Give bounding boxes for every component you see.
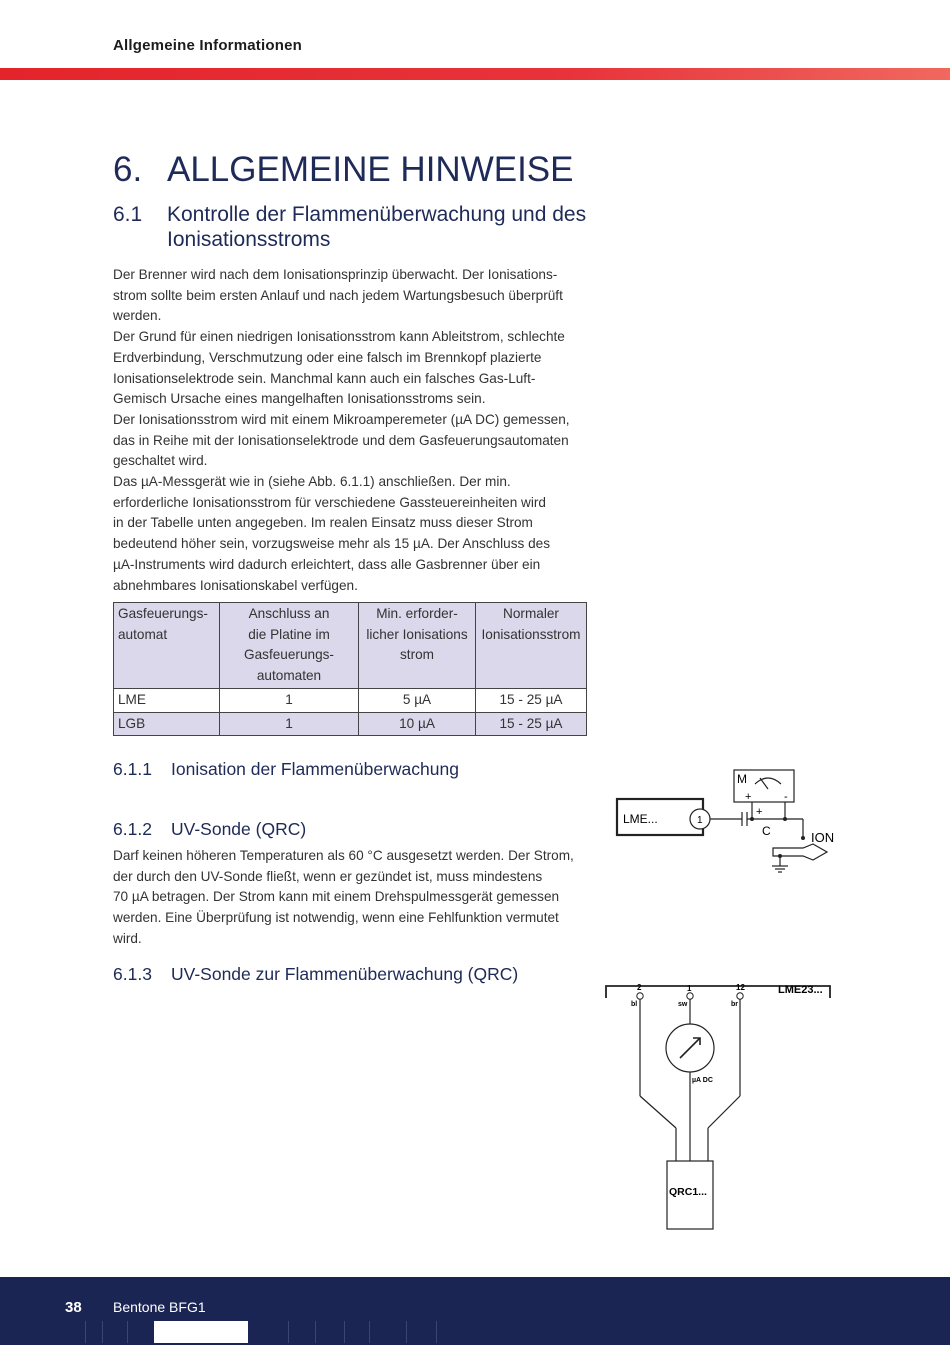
body-line: in der Tabelle unten angegeben. Im realen Einsatz muss dieser Strom bbox=[113, 515, 533, 531]
fig1-meter-plus: + bbox=[745, 791, 752, 803]
uv-sensor-circuit-diagram bbox=[600, 978, 840, 1236]
table-header-cell: Min. erforder- licher Ionisations strom bbox=[359, 603, 476, 689]
footer-divider bbox=[85, 1321, 86, 1343]
table-row bbox=[114, 712, 587, 736]
fig1-ion-label: ION bbox=[811, 830, 835, 845]
terminal-2 bbox=[637, 993, 643, 999]
table-cell: 10 µA bbox=[359, 712, 476, 736]
header-bar bbox=[0, 68, 950, 80]
body-line: Ionisationselektrode sein. Manchmal kann auch ein falsches Gas-Luft- bbox=[113, 370, 536, 386]
body-line: Das µA-Messgerät wie in (siehe Abb. 6.1.1) anschließen. Der min. bbox=[113, 474, 511, 490]
body-line: abnehmbares Ionisationskabel verfügen. bbox=[113, 577, 358, 593]
body-line: bedeutend höher sein, vorzugsweise mehr als 15 µA. Der Anschluss des bbox=[113, 536, 551, 552]
body-line: Der Ionisationsstrom wird mit einem Mikroamperemeter (µA DC) gemessen, bbox=[113, 411, 570, 427]
table-cell: 15 - 25 µA bbox=[476, 688, 587, 712]
table-cell: 1 bbox=[220, 712, 359, 736]
subsection-number: 6.1 bbox=[113, 203, 143, 226]
uv-line: wird. bbox=[113, 930, 142, 946]
fig1-terminal-label: 1 bbox=[697, 815, 703, 826]
table-header-cell: Normaler Ionisationsstrom bbox=[476, 603, 587, 689]
uv-line: der durch den UV-Sonde fließt, wenn er gezündet ist, muss mindestens bbox=[113, 868, 543, 884]
footer-divider bbox=[288, 1321, 289, 1343]
terminal-1 bbox=[687, 993, 693, 999]
subsection-title: Kontrolle der Flammenüberwachung und des Ionisationsstroms bbox=[167, 203, 587, 251]
heading-number: 6.1.1 bbox=[113, 759, 152, 779]
body-line: das in Reihe mit der Ionisationselektrode und dem Gasfeuerungsautomaten bbox=[113, 432, 569, 448]
heading-number: 6.1.2 bbox=[113, 819, 152, 839]
ionisation-circuit-diagram bbox=[605, 762, 845, 882]
meter-scale bbox=[755, 778, 781, 784]
table-cell: 1 bbox=[220, 688, 359, 712]
fig2-terminal-label: 1 bbox=[687, 984, 692, 993]
fig2-terminal-label: 2 bbox=[637, 983, 642, 992]
footer-divider bbox=[127, 1321, 128, 1343]
body-paragraph bbox=[113, 265, 583, 596]
fig2-wire-label: br bbox=[731, 1001, 738, 1008]
uv-line: 70 µA betragen. Der Strom kann mit einem Drehspulmessgerät gemessen bbox=[113, 889, 560, 905]
footer-divider bbox=[315, 1321, 316, 1343]
footer-divider bbox=[406, 1321, 407, 1343]
section-heading bbox=[113, 150, 573, 190]
footer-divider bbox=[344, 1321, 345, 1343]
heading-title: UV-Sonde zur Flammenüberwachung (QRC) bbox=[171, 964, 519, 984]
table-cell: LME bbox=[114, 688, 220, 712]
body-line: erforderliche Ionisationsstrom für verschiedene Gassteuereinheiten wird bbox=[113, 494, 546, 510]
table-row bbox=[114, 688, 587, 712]
heading-6-1-1 bbox=[113, 759, 459, 780]
body-line: µA-Instruments wird dadurch erleichtert, dass alle Gasbrenner über ein bbox=[113, 556, 541, 572]
fig2-terminal-label: 12 bbox=[736, 983, 745, 992]
ionisation-table bbox=[113, 602, 587, 736]
uv-paragraph bbox=[113, 846, 583, 950]
table-cell: 5 µA bbox=[359, 688, 476, 712]
uv-line: Darf keinen höheren Temperaturen als 60 °C ausgesetzt werden. Der Strom, bbox=[113, 848, 574, 863]
fig2-wire-label: bl bbox=[631, 1001, 638, 1008]
fig2-sensor-label: QRC1... bbox=[669, 1186, 707, 1198]
footer-divider bbox=[102, 1321, 103, 1343]
meter-needle bbox=[760, 778, 768, 789]
document-name: Bentone BFG1 bbox=[113, 1299, 206, 1315]
fig1-cap-plus: + bbox=[756, 806, 763, 818]
body-line: strom sollte beim ersten Anlauf und nach jedem Wartungsbesuch überprüft bbox=[113, 287, 563, 303]
footer-box bbox=[154, 1321, 248, 1343]
table-cell: 15 - 25 µA bbox=[476, 712, 587, 736]
body-line: geschaltet wird. bbox=[113, 453, 208, 469]
section-title: ALLGEMEINE HINWEISE bbox=[167, 150, 574, 189]
fig1-controller-label: LME... bbox=[623, 812, 658, 826]
fig1-meter-minus: - bbox=[784, 791, 788, 803]
fig1-meter-label: M bbox=[737, 772, 747, 786]
subsection-heading bbox=[113, 202, 733, 252]
fig1-cap-label: C bbox=[762, 824, 771, 838]
table-header-cell: Anschluss an die Platine im Gasfeuerungs- automaten bbox=[220, 603, 359, 689]
fig2-controller-label: LME23... bbox=[778, 984, 823, 996]
heading-6-1-2 bbox=[113, 819, 306, 840]
fig2-meter-unit: µA DC bbox=[692, 1077, 713, 1084]
fig2-wire-label: sw bbox=[678, 1001, 688, 1008]
uv-line: werden. Eine Überprüfung ist notwendig, wenn eine Fehlfunktion vermutet bbox=[113, 910, 559, 926]
heading-6-1-3 bbox=[113, 964, 518, 985]
body-line: Erdverbindung, Verschmutzung oder eine falsch im Brennkopf plazierte bbox=[113, 349, 542, 365]
body-line: werden. bbox=[113, 308, 162, 324]
heading-number: 6.1.3 bbox=[113, 964, 152, 984]
table-header-row bbox=[114, 603, 587, 689]
footer-divider bbox=[369, 1321, 370, 1343]
header-title: Allgemeine Informationen bbox=[113, 37, 302, 54]
heading-title: Ionisation der Flammenüberwachung bbox=[171, 759, 459, 779]
body-line: Der Brenner wird nach dem Ionisationsprinzip überwacht. Der Ionisations- bbox=[113, 267, 558, 282]
table-cell: LGB bbox=[114, 712, 220, 736]
footer-divider bbox=[436, 1321, 437, 1343]
heading-title: UV-Sonde (QRC) bbox=[171, 819, 307, 839]
body-line: Der Grund für einen niedrigen Ionisationsstrom kann Ableitstrom, schlechte bbox=[113, 329, 565, 345]
page-number: 38 bbox=[65, 1299, 82, 1316]
body-line: Gemisch Ursache eines mangelhaften Ionisationsstroms sein. bbox=[113, 391, 486, 407]
section-number: 6. bbox=[113, 150, 143, 189]
table-header-cell: Gasfeuerungs- automat bbox=[114, 603, 220, 689]
terminal-12 bbox=[737, 993, 743, 999]
